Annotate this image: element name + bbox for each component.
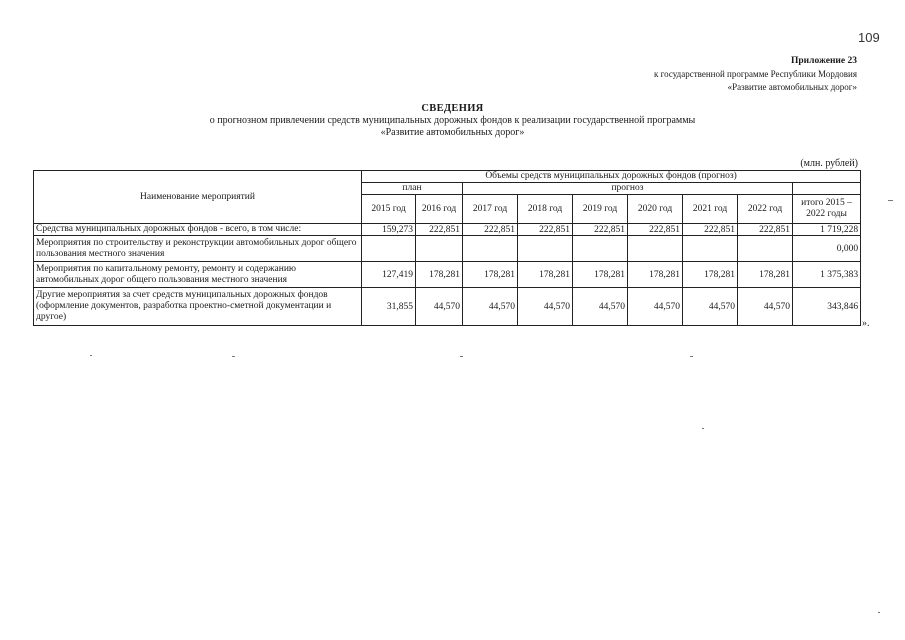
- closing-quote: ».: [862, 318, 870, 329]
- scan-speck: [90, 355, 92, 356]
- header-year: 2020 год: [628, 195, 683, 224]
- row-value: 44,570: [738, 288, 793, 326]
- header-row-1: [34, 171, 861, 183]
- row-name: Мероприятия по капитальному ремонту, ремонту и содержанию автомобильных дорог общего пользования местного значения: [34, 262, 362, 288]
- header-year: 2018 год: [518, 195, 573, 224]
- row-value: 44,570: [518, 288, 573, 326]
- appendix-line-1: к государственной программе Республики Мордовия: [654, 69, 857, 79]
- row-value: 222,851: [518, 224, 573, 236]
- header-total-blank: [793, 183, 861, 195]
- row-value: [683, 236, 738, 262]
- header-year: 2017 год: [463, 195, 518, 224]
- row-value: 44,570: [628, 288, 683, 326]
- header-plan: план: [362, 183, 463, 195]
- appendix-line-2: «Развитие автомобильных дорог»: [727, 82, 857, 92]
- row-value: 222,851: [573, 224, 628, 236]
- row-value: 222,851: [416, 224, 463, 236]
- row-value: 178,281: [573, 262, 628, 288]
- row-value: [463, 236, 518, 262]
- row-value: [573, 236, 628, 262]
- document-heading: [0, 103, 905, 139]
- header-year: 2016 год: [416, 195, 463, 224]
- heading-line-1: о прогнозном привлечении средств муниципальных дорожных фондов к реализации государственной программы: [209, 115, 696, 126]
- row-total: 343,846: [793, 288, 861, 326]
- heading-title: СВЕДЕНИЯ: [421, 103, 484, 114]
- row-total: 1 719,228: [793, 224, 861, 236]
- row-value: 127,419: [362, 262, 416, 288]
- scan-speck: [460, 356, 463, 357]
- header-year: 2019 год: [573, 195, 628, 224]
- header-year: 2022 год: [738, 195, 793, 224]
- row-value: 44,570: [683, 288, 738, 326]
- row-value: 178,281: [416, 262, 463, 288]
- scan-speck: [878, 612, 880, 613]
- page-number: 109: [858, 30, 880, 45]
- row-total: 0,000: [793, 236, 861, 262]
- appendix-block: [654, 55, 857, 94]
- row-value: 178,281: [518, 262, 573, 288]
- row-value: 44,570: [416, 288, 463, 326]
- table-row: [34, 288, 861, 326]
- row-value: 159,273: [362, 224, 416, 236]
- row-value: [628, 236, 683, 262]
- row-value: 178,281: [683, 262, 738, 288]
- row-value: 222,851: [463, 224, 518, 236]
- appendix-title: Приложение 23: [790, 56, 857, 66]
- row-name: Другие мероприятия за счет средств муниципальных дорожных фондов (оформление документов, разработка проектно-сметной документации и другое): [34, 288, 362, 326]
- scan-speck: [232, 356, 235, 357]
- header-volumes: Объемы средств муниципальных дорожных фондов (прогноз): [362, 171, 861, 183]
- row-value: 178,281: [628, 262, 683, 288]
- units-label: (млн. рублей): [800, 158, 858, 169]
- row-value: [416, 236, 463, 262]
- row-value: [362, 236, 416, 262]
- row-value: 222,851: [738, 224, 793, 236]
- table-row: [34, 262, 861, 288]
- row-value: 44,570: [463, 288, 518, 326]
- header-year: 2015 год: [362, 195, 416, 224]
- header-forecast: прогноз: [463, 183, 793, 195]
- table-row: [34, 236, 861, 262]
- table-row: [34, 224, 861, 236]
- row-value: 31,855: [362, 288, 416, 326]
- row-value: 222,851: [628, 224, 683, 236]
- scan-speck: [888, 200, 893, 201]
- row-value: [738, 236, 793, 262]
- header-name: Наименование мероприятий: [34, 171, 362, 224]
- header-year: 2021 год: [683, 195, 738, 224]
- scan-speck: [690, 356, 693, 357]
- row-value: 222,851: [683, 224, 738, 236]
- funds-table: [33, 170, 861, 326]
- heading-line-2: «Развитие автомобильных дорог»: [380, 127, 525, 138]
- row-value: [518, 236, 573, 262]
- row-name: Мероприятия по строительству и реконструкции автомобильных дорог общего пользования местного значения: [34, 236, 362, 262]
- row-total: 1 375,383: [793, 262, 861, 288]
- row-value: 178,281: [738, 262, 793, 288]
- row-value: 178,281: [463, 262, 518, 288]
- row-value: 44,570: [573, 288, 628, 326]
- scan-speck: [702, 428, 704, 429]
- row-name: Средства муниципальных дорожных фондов - всего, в том числе:: [34, 224, 362, 236]
- header-total: итого 2015 – 2022 годы: [793, 195, 861, 224]
